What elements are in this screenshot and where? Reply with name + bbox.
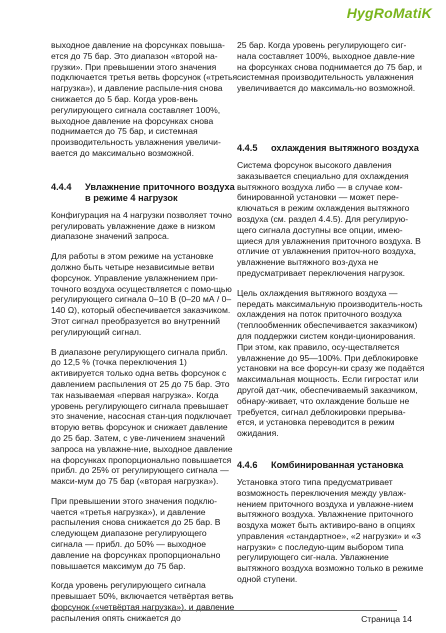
section-heading-4-4-5	[237, 143, 425, 154]
header-bar	[0, 0, 446, 26]
footer-divider	[51, 610, 397, 611]
logo-part-2: MatiK	[392, 5, 432, 21]
paragraph: При превышении этого значения подклю-чается «третья нагрузка»), и давление распыления снова снижается до 25 бар. В следующем диапазоне регулирующего сигнала — прибл. до 50% — выходное давление на форсунках пропорционально повышается максимум до 75 бар.	[51, 495, 221, 571]
paragraph: Система форсунок высокого давления заказывается специально для охлаждения вытяжного воздуха либо — в случае ком-бинированной установки — может пере-ключаться в режим охлаждения вытяжного воздуха (см. раздел 4.4.5). Для регулирую-щего сигнала доступны все опции, имею-щиеся для увлажнения приточного воздуха. В отличие от увлажнения приточ-ного воздуха, увлажнение вытяжного воз-духа не предусматривает переключения нагрузок.	[237, 159, 421, 278]
section-title: охлаждения вытяжного воздуха	[271, 142, 419, 153]
paragraph: 25 бар. Когда уровень регулирующего сиг-нала составляет 100%, выходное давле-ние на форсунках снова поднимается до 75 бар, и системная производительность увлажнения увеличивается до максималь-но возможной.	[237, 40, 422, 94]
section-number: 4.4.5	[237, 142, 258, 153]
paragraph: Когда уровень регулирующего сигнала превышает 50%, включается четвёртая ветвь форсунок («четвёртая нагрузка»), и давление распыления опять снижается до	[51, 580, 235, 623]
section-title: Комбинированная установка	[271, 459, 404, 470]
paragraph: В диапазоне регулирующего сигнала прибл. до 12,5 % (точка переключения 1) активируется только одна ветвь форсунок с давлением распыления от 25 до 75 бар. Это так называемая «первая нагрузка». Когда уровень регулирующего сигнала превышает это значение, насосная стан-ция подключает вторую ветвь форсунок и снижает давление до 25 бар. Затем, с уве-личением значений запроса на увлажне-ние, выходное давление на форсунках пропорционально повышается прибл. до 25% от регулирующего сигнала — макси-мум до 75 бар («вторая нагрузка»).	[51, 346, 233, 487]
hygromatik-logo	[347, 5, 432, 21]
section-heading-4-4-6	[237, 460, 425, 471]
page-number: Страница 14	[361, 614, 412, 624]
paragraph: Конфигурация на 4 нагрузки позволяет точно регулировать увлажнение даже в низком диапазоне значений запроса.	[51, 209, 232, 242]
section-title: Увлажнение приточного воздуха в режиме 4 нагрузок	[85, 181, 235, 203]
logo-part-1: HygRo	[346, 5, 393, 21]
paragraph: выходное давление на форсунках повыша-ется до 75 бар. Это диапазон «второй на-грузки». При превышении этого значения подключается третья ветвь форсунок («третья нагрузка»), и давление распыле-ния снова снижается до 5 бар. Когда уров-вень регулирующего сигнала составляет 100%, выходное давление на форсунках снова поднимается до 75 бар, и системная производительность увлажнения увеличи-вается до максимально возможной.	[51, 40, 238, 158]
right-column	[237, 40, 425, 594]
section-heading-4-4-4	[51, 182, 239, 204]
paragraph: Установка этого типа предусматривает возможность переключения между увлаж-нением приточного воздуха и увлажне-нием вытяжного воздуха. Увлажнение приточного воздуха может быть активиро-вано в опциях управления «стандартное», «2 нагрузки» и «3 нагрузки» с последую-щим выбором типа регулирующего сиг-нала. Увлажнение вытяжного воздуха возможно только в режиме одной ступени.	[237, 476, 424, 585]
section-number: 4.4.4	[51, 181, 72, 192]
paragraph: Цель охлаждения вытяжного воздуха — передать максимальную производитель-ность охлаждения на поток приточного воздуха (теплообменник обеспечивается заказчиком) для поддержки систем конди-ционирования. При этом, как правило, осу-ществляется увлажнение до 95—100%. При деблокировке установки на все форсун-ки сразу же подаётся максимальная мощность. Если гигростат или другой дат-чик, обеспечиваемый заказчиком, обнару-живает, что охлаждение больше не требуется, сигнал деблокировки прерыва-ется, и установка переводится в режим ожидания.	[237, 287, 425, 439]
section-number: 4.4.6	[237, 459, 258, 470]
paragraph: Для работы в этом режиме на установке должно быть четыре независимые ветви форсунок. Управление увлажнением при-точного воздуха осуществляется с помо-щью регулирующего сигнала 0–10 В (0–20 мА / 0–140 Ω), который обеспечивается заказчиком. Этот сигнал преобразуется во внутренний регулирующий сигнал.	[51, 251, 232, 337]
left-column	[51, 40, 239, 633]
